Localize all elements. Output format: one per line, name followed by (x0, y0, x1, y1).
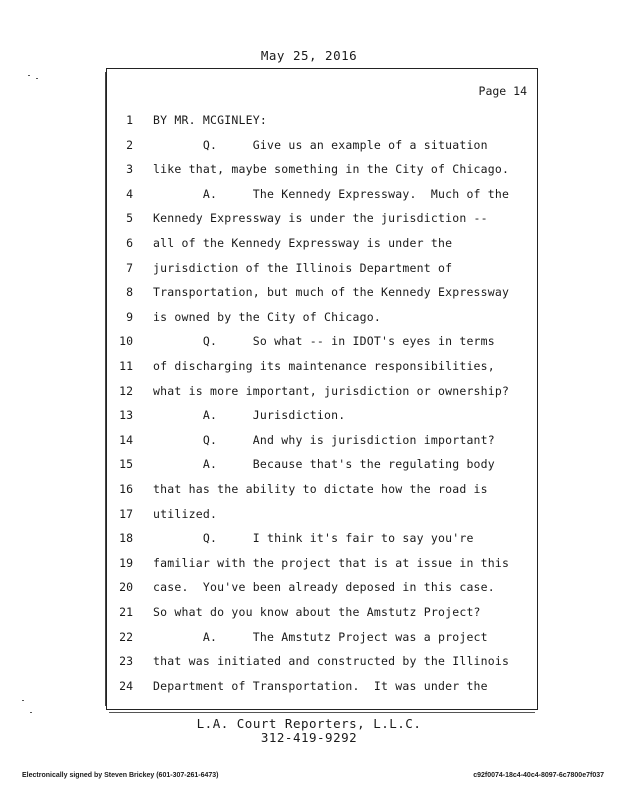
line-number: 8 (126, 285, 133, 300)
line-text: Department of Transportation. It was under the (153, 678, 488, 693)
transcript-line (107, 555, 537, 571)
line-text: case. You've been already deposed in this case. (153, 580, 495, 595)
transcript-line (107, 137, 537, 153)
line-text: A. The Amstutz Project was a project (153, 629, 488, 644)
scan-speck (28, 75, 30, 76)
line-text: A. Jurisdiction. (153, 408, 346, 423)
transcript-line (107, 260, 537, 276)
electronic-signature-note: Electronically signed by Steven Brickey (601-307-261-6473) (22, 772, 219, 779)
line-number: 9 (126, 309, 133, 324)
transcript-line (107, 383, 537, 399)
transcript-line (107, 456, 537, 472)
line-number: 18 (119, 531, 133, 546)
line-number: 7 (126, 260, 133, 275)
line-text: all of the Kennedy Expressway is under the (153, 236, 453, 250)
line-text: familiar with the project that is at issue in this (153, 555, 510, 570)
line-number: 21 (119, 605, 133, 619)
line-text: utilized. (153, 506, 218, 521)
court-reporter-name: L.A. Court Reporters, L.L.C. (196, 716, 422, 731)
line-number: 23 (119, 654, 133, 669)
line-text: that was initiated and constructed by the Illinois (153, 654, 510, 669)
court-reporter-phone: 312-419-9292 (260, 730, 358, 745)
line-number: 1 (126, 113, 133, 127)
transcript-line (107, 579, 537, 595)
line-number: 5 (126, 211, 133, 226)
line-text: BY MR. MCGINLEY: (153, 113, 267, 127)
transcript-line (107, 530, 537, 546)
line-text: Kennedy Expressway is under the jurisdiction -- (153, 211, 488, 226)
line-number: 2 (126, 137, 133, 152)
transcript-line (107, 506, 537, 522)
scan-speck (22, 700, 24, 701)
transcript-line (107, 407, 537, 423)
line-number: 12 (119, 383, 133, 398)
line-text: what is more important, jurisdiction or ownership? (153, 383, 510, 398)
line-number: 19 (119, 555, 133, 570)
transcript-date: May 25, 2016 (260, 48, 358, 63)
line-number: 14 (119, 432, 133, 447)
line-text: that has the ability to dictate how the road is (153, 482, 488, 496)
scan-speck (30, 712, 32, 713)
line-number: 24 (119, 678, 133, 693)
transcript-line (107, 481, 537, 497)
transcript-line (107, 653, 537, 669)
transcript-line (107, 333, 537, 349)
line-text: of discharging its maintenance responsibilities, (153, 359, 495, 373)
line-text: A. Because that's the regulating body (153, 457, 495, 472)
line-number: 20 (119, 580, 133, 595)
line-number: 13 (119, 408, 133, 423)
line-text: Q. Give us an example of a situation (153, 137, 488, 152)
line-number: 10 (119, 334, 133, 349)
transcript-line (107, 112, 537, 128)
line-number: 15 (119, 457, 133, 472)
transcript-line (107, 358, 537, 374)
document-hash: c92f0074-18c4-40c4-8097-6c7800e7f037 (473, 772, 604, 779)
line-number: 6 (126, 236, 133, 250)
line-text: is owned by the City of Chicago. (153, 309, 381, 324)
transcript-line (107, 604, 537, 620)
line-text: jurisdiction of the Illinois Department of (153, 260, 453, 275)
transcript-line (107, 432, 537, 448)
line-number: 17 (119, 506, 133, 521)
line-text: Transportation, but much of the Kennedy Expressway (153, 285, 510, 300)
page-number-label: Page 14 (478, 84, 527, 98)
line-text: So what do you know about the Amstutz Project? (153, 605, 481, 619)
transcript-line (107, 235, 537, 251)
line-text: Q. And why is jurisdiction important? (153, 432, 495, 447)
line-number: 16 (119, 482, 133, 496)
transcript-line (107, 309, 537, 325)
transcript-line (107, 284, 537, 300)
line-number: 11 (119, 359, 133, 373)
transcript-line (107, 186, 537, 202)
transcript-line (107, 678, 537, 694)
line-text: A. The Kennedy Expressway. Much of the (153, 186, 510, 201)
line-number: 22 (119, 629, 133, 644)
line-text: Q. So what -- in IDOT's eyes in terms (153, 334, 495, 349)
line-text: like that, maybe something in the City of Chicago. (153, 162, 510, 177)
transcript-line (107, 161, 537, 177)
line-number: 3 (126, 162, 133, 177)
line-number: 4 (126, 186, 133, 201)
transcript-line (107, 629, 537, 645)
line-text: Q. I think it's fair to say you're (153, 531, 474, 546)
transcript-page-frame (106, 68, 538, 710)
scan-speck (36, 78, 38, 79)
transcript-line (107, 210, 537, 226)
